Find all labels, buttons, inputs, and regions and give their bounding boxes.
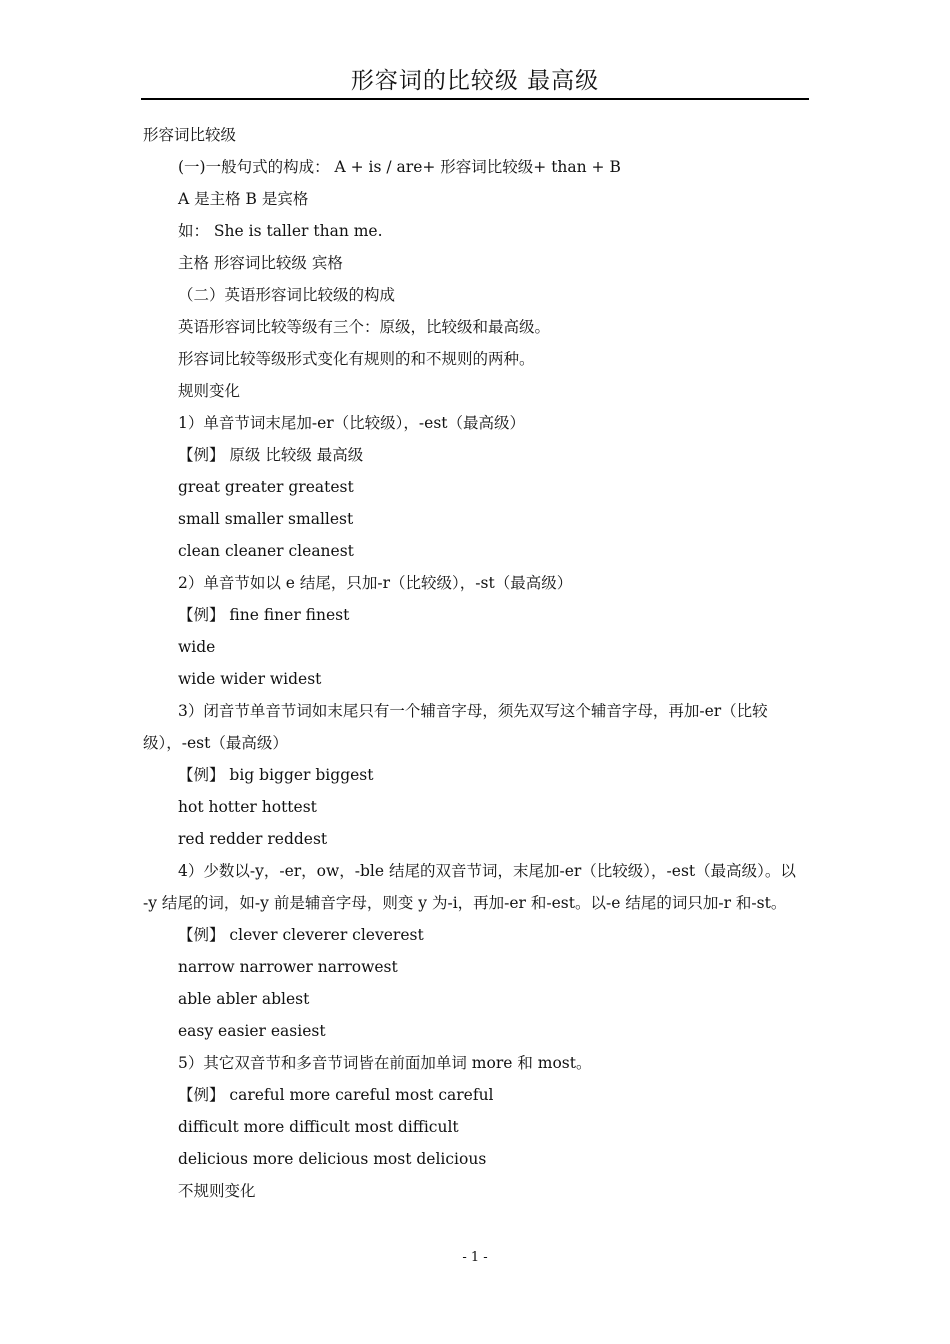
text-line: easy easier easiest (178, 1022, 326, 1040)
text-line: hot hotter hottest (178, 798, 317, 816)
title-underline (141, 98, 809, 100)
text-line: (一)一般句式的构成： A + is / are+ 形容词比较级+ than + B (178, 158, 621, 176)
text-line: 主格 形容词比较级 宾格 (178, 254, 343, 272)
text-line: narrow narrower narrowest (178, 958, 398, 976)
text-line: 【例】 原级 比较级 最高级 (178, 446, 364, 464)
text-line: 5）其它双音节和多音节词皆在前面加单词 more 和 most。 (178, 1054, 592, 1072)
text-line: difficult more difficult most difficult (178, 1118, 459, 1136)
text-line: 如： She is taller than me. (178, 222, 383, 240)
text-line: wide wider widest (178, 670, 322, 688)
text-line: -y 结尾的词，如-y 前是辅音字母，则变 y 为-i，再加-er 和-est。以-e 结尾的词只加-r 和-st。 (143, 894, 787, 912)
text-line: small smaller smallest (178, 510, 354, 528)
text-line: 【例】 careful more careful most careful (178, 1086, 494, 1104)
text-line: A 是主格 B 是宾格 (178, 190, 309, 208)
page-title: 形容词的比较级 最高级 (350, 68, 600, 94)
text-line: 3）闭音节单音节词如末尾只有一个辅音字母，须先双写这个辅音字母，再加-er（比较 (178, 702, 768, 720)
text-line: 形容词比较级 (143, 126, 237, 144)
text-line: 级），-est（最高级） (143, 734, 288, 752)
text-line: able abler ablest (178, 990, 310, 1008)
text-line: 英语形容词比较等级有三个：原级，比较级和最高级。 (178, 318, 551, 336)
text-line: 【例】 fine finer finest (178, 606, 350, 624)
text-line: 规则变化 (178, 382, 241, 400)
text-line: 【例】 clever cleverer cleverest (178, 926, 424, 944)
text-line: 不规则变化 (178, 1182, 256, 1200)
text-line: 形容词比较等级形式变化有规则的和不规则的两种。 (178, 350, 535, 368)
text-line: delicious more delicious most delicious (178, 1150, 487, 1168)
text-line: great greater greatest (178, 478, 354, 496)
text-line: （二）英语形容词比较级的构成 (178, 286, 396, 304)
text-line: red redder reddest (178, 830, 328, 848)
page-number: - 1 - (462, 1250, 488, 1265)
text-line: wide (178, 638, 216, 656)
text-line: 1）单音节词末尾加-er（比较级），-est（最高级） (178, 414, 526, 432)
text-line: 2）单音节如以 e 结尾，只加-r（比较级），-st（最高级） (178, 574, 573, 592)
text-line: 4）少数以-y，-er，ow，-ble 结尾的双音节词，末尾加-er（比较级），-est（最高级）。以 (178, 862, 796, 880)
text-line: 【例】 big bigger biggest (178, 766, 374, 784)
text-line: clean cleaner cleanest (178, 542, 354, 560)
